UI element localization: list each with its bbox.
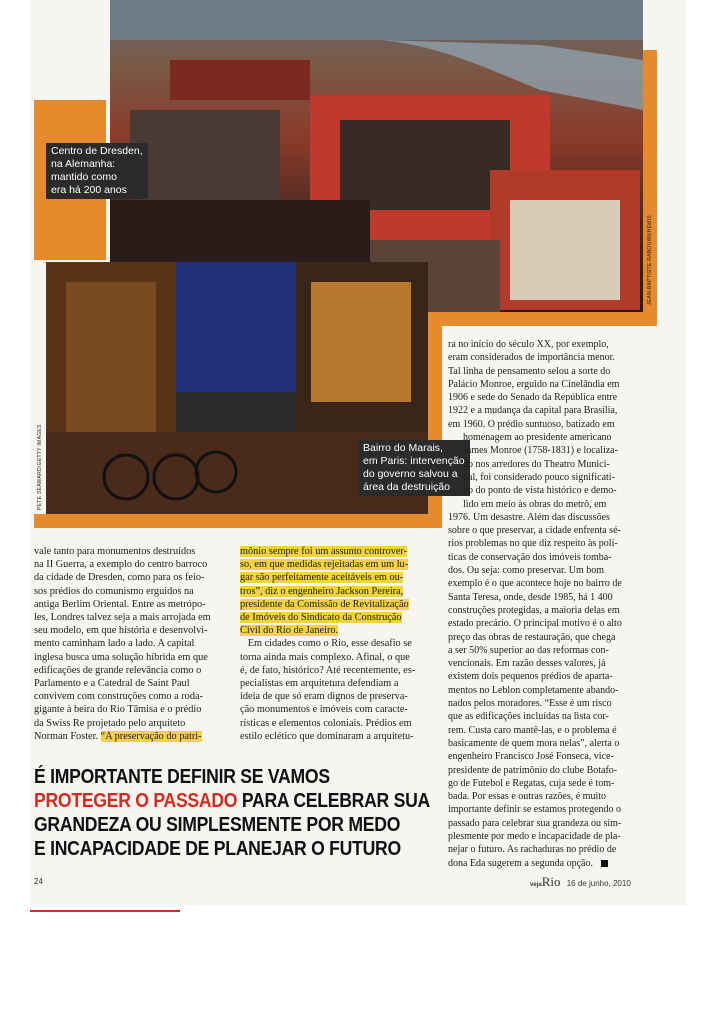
text-line: torna ainda mais complexo. Afinal, o que	[240, 651, 410, 663]
publication-footer	[530, 874, 631, 890]
footer-red-rule	[30, 910, 180, 912]
text-line: da cidade de Dresden, como para os feio-	[34, 572, 205, 584]
column-1	[34, 545, 234, 743]
text-line: lido em meio às obras do metrô, em	[448, 498, 607, 510]
highlighted-text: so, em que medidas rejeitadas em um lu-	[240, 559, 409, 571]
text-line: rem. Custa caro mantê-las, e o problema é	[448, 724, 617, 736]
end-of-article-mark	[601, 860, 608, 867]
pull-quote	[34, 765, 430, 861]
text-line: rísticas e elementos coloniais. Prédios em	[240, 717, 412, 729]
brand-name: Rio	[541, 874, 561, 889]
page-number: 24	[34, 877, 43, 886]
text-line: sobre o que preservar, a cidade enfrenta sé-	[448, 525, 621, 537]
text-line	[240, 598, 442, 611]
text-line: inglesa busca uma solução híbrida em que	[34, 651, 208, 663]
text-line: 1906 e sede do Senado da República entre	[448, 392, 618, 404]
text-line: mento caminham lado a lado. A capital	[34, 638, 195, 650]
column-3	[448, 338, 656, 870]
text-line: sos prédios do comunismo erguidos na	[34, 585, 194, 597]
highlighted-text: mônio sempre foi um assunto controver-	[240, 546, 408, 557]
pull-quote-line	[34, 789, 430, 813]
text-line: antiga Berlim Oriental. Entre as metrópo-	[34, 598, 206, 610]
text-line: eram considerados de importância menor.	[448, 352, 615, 364]
text-line: estado precário. O principal motivo é o alto	[448, 618, 622, 630]
orange-band-bottom	[34, 514, 434, 528]
pull-quote-line: GRANDEZA OU SIMPLESMENTE POR MEDO	[34, 814, 401, 836]
text-line: convivem com construções como a roda-	[34, 691, 203, 703]
text-line	[240, 558, 442, 571]
highlighted-text: presidente da Comissão de Revitalização	[240, 598, 409, 610]
text-line: ção monumentos e imóveis com caracte-	[240, 704, 408, 716]
text-line	[240, 571, 442, 584]
text-line: em 1960. O prédio suntuoso, batizado em	[448, 418, 615, 430]
text-line: nados pelos moradores. “Esse é um risco	[448, 698, 612, 710]
dresden-caption	[46, 143, 148, 199]
text-line: que as edificações incluídas na lista cor-	[448, 711, 609, 723]
text-line: preço das obras de restauração, que chega	[448, 631, 616, 643]
text-line: exemplo é o que acontece hoje no bairro de	[448, 578, 622, 590]
text-line: basicamente de quem mora nelas”, alerta o	[448, 737, 620, 749]
text-line: gigante à beira do Rio Tâmisa e o prédio	[34, 704, 202, 716]
text-line: engenheiro Francisco José Fonseca, vice-	[448, 751, 614, 763]
text-line: do nos arredores do Theatro Munici-	[448, 458, 610, 470]
text-line: vale tanto para monumentos destruídos	[34, 546, 196, 557]
text-line: Santa Teresa, onde, desde 1985, há 1 400	[448, 591, 613, 603]
text-line: edificações de grande relevância como o	[34, 664, 202, 676]
brand-prefix: veja	[530, 882, 542, 888]
text-line	[240, 624, 442, 637]
highlighted-text: gar são perfeitamente aceitáveis em ou-	[240, 572, 404, 584]
caption-line: em Paris: intervenção	[363, 455, 465, 467]
text-line: da Swiss Re projetado pelo arquiteto	[34, 717, 186, 729]
text-fragment: dona Eda sugerem a segunda opção.	[448, 857, 593, 869]
pull-quote-emphasis: PROTEGER O PASSADO	[34, 790, 238, 812]
text-line: Palácio Monroe, erguido na Cinelândia em	[448, 378, 620, 390]
issue-date: 16 de junho, 2010	[566, 879, 631, 888]
text-line: presidente de patrimônio do clube Botafo-	[448, 764, 618, 776]
text-line: ideia de que só eram dignos de preserva-	[240, 691, 408, 703]
text-line: 1922 e a mudança da capital para Brasília,	[448, 405, 618, 417]
text-line: ticas de conservação dos imóveis tomba-	[448, 551, 612, 563]
orange-band-middle	[428, 312, 657, 326]
text-line	[448, 857, 656, 870]
text-line: passado para celebrar sua grandeza ou sim-	[448, 817, 622, 829]
text-line: Tal linha de pensamento selou a sorte do	[448, 365, 611, 377]
text-line: rios problemas no que diz respeito às polí-	[448, 538, 618, 550]
caption-line: do governo salvou a	[363, 468, 458, 480]
text-line: importante definir se estamos protegendo o	[448, 804, 622, 816]
text-line: estilo eclético que dominaram a arquitetu-	[240, 730, 414, 742]
text-line: é, de fato, histórico? Até recentemente, es-	[240, 664, 416, 676]
pull-quote-fragment: PARA CELEBRAR SUA	[237, 790, 430, 812]
text-line: les, Londres talvez seja a mais arrojada em	[34, 612, 211, 624]
marais-photo-credit: PETE SEAWARD/GETTY IMAGES	[37, 424, 43, 510]
text-line: mentos no Leblon completamente abando-	[448, 684, 619, 696]
text-line	[240, 611, 442, 624]
text-line: plesmente por medo e incapacidade de pla-	[448, 830, 621, 842]
text-line: bada. Por essas e outras razões, é muito	[448, 791, 607, 803]
caption-line: na Alemanha:	[51, 158, 116, 170]
caption-line: Centro de Dresden,	[51, 145, 143, 157]
text-line	[240, 545, 442, 558]
text-line: existem dois pequenos prédios de aparta-	[448, 671, 613, 683]
caption-line: mantido como	[51, 171, 117, 183]
text-line: construções protegidas, a maioria delas em	[448, 604, 620, 616]
text-line: a ser 50% superior ao das reformas con-	[448, 644, 609, 656]
highlighted-text: de Imóveis do Sindicato da Construção	[240, 612, 402, 624]
text-line: nejar o futuro. As rachaduras no prédio de	[448, 844, 617, 856]
text-line: dos. Ou seja: como preservar. Um bom	[448, 565, 605, 577]
text-line: 1976. Um desastre. Além das discussões	[448, 511, 610, 523]
text-line	[240, 585, 442, 598]
column-2	[240, 545, 442, 743]
text-line	[34, 730, 234, 743]
pull-quote-line: E INCAPACIDADE DE PLANEJAR O FUTURO	[34, 838, 401, 860]
text-fragment: Norman Foster.	[34, 730, 101, 742]
dresden-photo-credit: JEAN-BAPTISTE RABOUAN/HEMIS	[647, 214, 653, 305]
pull-quote-line: É IMPORTANTE DEFINIR SE VAMOS	[34, 766, 330, 788]
text-line: vo do ponto de vista histórico e demo-	[448, 485, 617, 497]
text-line: pecialistas em arquitetura defendiam a	[240, 678, 399, 690]
text-line: James Monroe (1758-1831) e localiza-	[448, 445, 618, 457]
highlighted-text: Civil do Rio de Janeiro.	[240, 625, 339, 637]
highlighted-text: “A preservação do patri-	[100, 730, 202, 742]
text-line: Em cidades como o Rio, esse desafio se	[240, 638, 412, 650]
text-line: Parlamento e a Catedral de Saint Paul	[34, 678, 190, 690]
caption-line: Bairro do Marais,	[363, 442, 443, 454]
text-line: pal, foi considerado pouco significati-	[448, 471, 615, 483]
text-line: ra no início do século XX, por exemplo,	[448, 339, 609, 350]
text-line: na II Guerra, a exemplo do centro barroco	[34, 559, 208, 571]
text-line: vencionais. Em razão desses valores, já	[448, 658, 606, 670]
text-line: homenagem ao presidente americano	[448, 432, 612, 444]
highlighted-text: tros”, diz o engenheiro Jackson Pereira,	[240, 585, 404, 597]
text-line: go de Futebol e Regatas, cuja sede é tom-	[448, 777, 615, 789]
caption-line: era há 200 anos	[51, 184, 127, 196]
text-line: seu modelo, em que história e desenvolvi-	[34, 625, 208, 637]
caption-line: área da destruição	[363, 481, 450, 493]
